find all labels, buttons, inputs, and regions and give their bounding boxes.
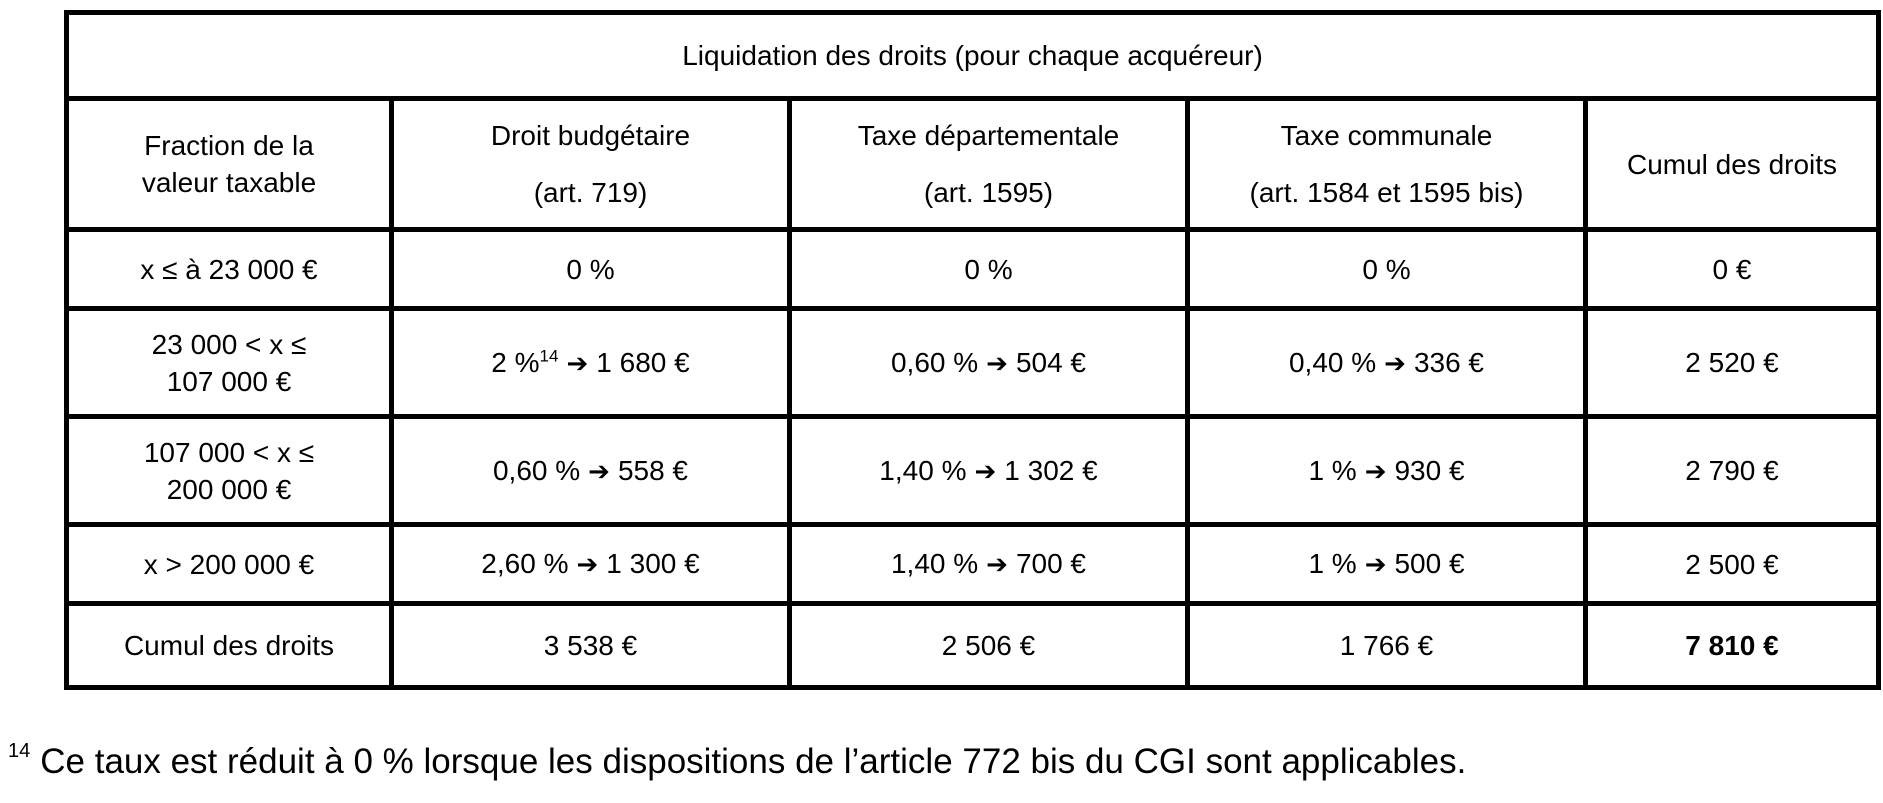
amount: 1 300 €	[606, 548, 700, 579]
cell-cumul: 2 520 €	[1586, 309, 1879, 417]
header-fraction-line2: valeur taxable	[141, 167, 317, 198]
header-fraction	[67, 99, 392, 230]
table-row	[67, 230, 1879, 309]
fraction-line2: 107 000 €	[166, 365, 292, 397]
table-row	[67, 525, 1879, 604]
header-budgetaire-label: Droit budgétaire	[490, 120, 691, 151]
cell-departementale: 0 %	[790, 230, 1188, 309]
cell-budgetaire	[392, 417, 790, 525]
right-arrow-icon: ➔	[974, 455, 997, 486]
header-budgetaire-article: (art. 719)	[533, 177, 648, 208]
right-arrow-icon: ➔	[566, 347, 589, 378]
right-arrow-icon: ➔	[1364, 549, 1387, 579]
amount: 336 €	[1413, 346, 1485, 378]
right-arrow-icon: ➔	[1364, 455, 1387, 486]
amount: 700 €	[1015, 548, 1087, 579]
grand-total: 7 810 €	[1586, 604, 1879, 688]
header-taxe-communale	[1188, 99, 1586, 230]
cell-cumul: 0 €	[1586, 230, 1879, 309]
total-departementale: 2 506 €	[790, 604, 1188, 688]
header-departementale-label: Taxe départementale	[857, 120, 1120, 151]
cell-cumul: 2 500 €	[1586, 525, 1879, 604]
cell-fraction: x ≤ à 23 000 €	[67, 230, 392, 309]
rate: 1 %	[1308, 548, 1357, 579]
right-arrow-icon: ➔	[986, 549, 1008, 579]
cell-communale: 0 %	[1188, 230, 1586, 309]
rate: 0,60 %	[890, 346, 979, 378]
rate: 1 %	[1308, 454, 1357, 486]
cell-departementale	[790, 309, 1188, 417]
cell-cumul: 2 790 €	[1586, 417, 1879, 525]
right-arrow-icon: ➔	[986, 347, 1008, 378]
amount: 1 302 €	[1004, 454, 1098, 486]
header-cumul: Cumul des droits	[1586, 99, 1879, 230]
cell-budgetaire	[392, 525, 790, 604]
header-communale-article: (art. 1584 et 1595 bis)	[1249, 177, 1524, 208]
footnote-number: 14	[8, 740, 31, 762]
cell-communale	[1188, 525, 1586, 604]
amount: 558 €	[617, 454, 689, 486]
cell-departementale	[790, 417, 1188, 525]
table-row	[67, 417, 1879, 525]
totals-label: Cumul des droits	[67, 604, 392, 688]
totals-row	[67, 604, 1879, 688]
table-title: Liquidation des droits (pour chaque acquéreur)	[67, 13, 1879, 99]
fraction-line2: 200 000 €	[166, 473, 292, 505]
header-fraction-line1: Fraction de la	[144, 130, 314, 161]
cell-communale	[1188, 417, 1586, 525]
header-taxe-departementale	[790, 99, 1188, 230]
cell-fraction	[67, 417, 392, 525]
footnote	[8, 742, 1466, 782]
rate: 1,40 %	[879, 454, 967, 486]
right-arrow-icon: ➔	[1384, 347, 1406, 378]
amount: 1 680 €	[596, 346, 690, 378]
rate: 1,40 %	[890, 548, 979, 579]
header-row	[67, 99, 1879, 230]
table-row	[67, 309, 1879, 417]
header-departementale-article: (art. 1595)	[923, 177, 1054, 208]
fraction-line1: 23 000 < x ≤	[151, 328, 307, 360]
cell-fraction: x > 200 000 €	[67, 525, 392, 604]
amount: 500 €	[1394, 548, 1465, 579]
amount: 504 €	[1015, 346, 1087, 378]
rights-liquidation-table	[64, 10, 1881, 690]
fraction-line1: 107 000 < x ≤	[143, 436, 315, 468]
rate: 0,60 %	[492, 454, 581, 486]
cell-departementale	[790, 525, 1188, 604]
cell-budgetaire: 0 %	[392, 230, 790, 309]
cell-communale	[1188, 309, 1586, 417]
header-droit-budgetaire	[392, 99, 790, 230]
header-communale-label: Taxe communale	[1280, 120, 1493, 151]
rate: 2,60 %	[481, 548, 569, 579]
right-arrow-icon: ➔	[588, 455, 610, 486]
footnote-text: Ce taux est réduit à 0 % lorsque les dispositions de l’article 772 bis du CGI sont applicables.	[40, 742, 1467, 781]
rate: 2 %	[491, 346, 540, 378]
total-budgetaire: 3 538 €	[392, 604, 790, 688]
amount: 930 €	[1394, 454, 1465, 486]
cell-budgetaire	[392, 309, 790, 417]
rate: 0,40 %	[1288, 346, 1377, 378]
cell-fraction	[67, 309, 392, 417]
right-arrow-icon: ➔	[576, 549, 599, 579]
footnote-ref: 14	[539, 346, 559, 366]
total-communale: 1 766 €	[1188, 604, 1586, 688]
